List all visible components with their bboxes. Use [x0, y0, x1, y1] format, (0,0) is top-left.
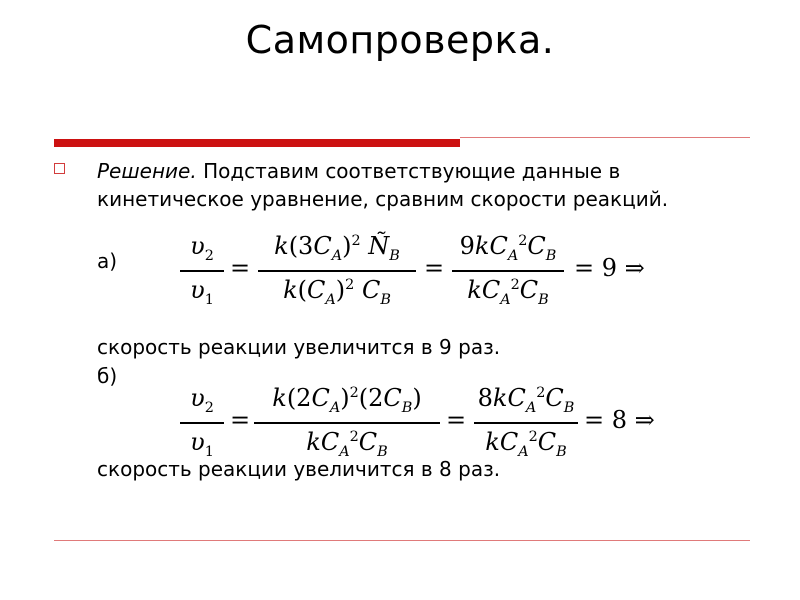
- part-b-middle-fraction: $k(2C_A)^2(2C_B)$ $kC_A^2C_B$: [254, 384, 440, 460]
- part-b-lhs-fraction: $\upsilon_2$ $\upsilon_1$: [180, 384, 224, 460]
- part-b-conclusion: скорость реакции увеличится в 8 раз.: [97, 457, 501, 481]
- part-b-equation: $\upsilon_2$ $\upsilon_1$ = $k(2C_A)^2(2C_B)$ $kC_A^2C_B$ = $8kC_A^2C_B$ $kC_A^2C_B$ = 8 ⇒: [180, 384, 700, 464]
- part-a-conclusion: скорость реакции увеличится в 9 раз.: [97, 335, 501, 359]
- implies-arrow-icon: ⇒: [634, 406, 655, 434]
- part-a-label: а): [97, 249, 118, 273]
- solution-heading: Решение.: [97, 159, 197, 183]
- title-accent-rule: [54, 139, 460, 147]
- slide-title: Самопроверка.: [245, 18, 555, 62]
- part-a-equation: $\upsilon_2$ $\upsilon_1$ = $k(3C_A)^2$ $Ñ_B$ $k(C_A)^2$ $C_B$ = $9kC_A^2C_B$ $kC_A^2C_B$ = 9 ⇒: [180, 232, 700, 312]
- title-thin-rule: [460, 137, 750, 138]
- part-b-label: б): [97, 364, 118, 388]
- part-b-right-fraction: $8kC_A^2C_B$ $kC_A^2C_B$: [474, 384, 578, 460]
- part-a-middle-fraction: $k(3C_A)^2$ $Ñ_B$ $k(C_A)^2$ $C_B$: [258, 232, 416, 308]
- square-bullet-icon: [54, 163, 65, 174]
- part-b-result: 8: [611, 406, 628, 434]
- part-a-right-fraction: $9kC_A^2C_B$ $kC_A^2C_B$: [452, 232, 564, 308]
- implies-arrow-icon: ⇒: [624, 254, 645, 282]
- solution-paragraph: [97, 157, 737, 213]
- part-a-result: 9: [601, 254, 618, 282]
- part-a-lhs-fraction: $\upsilon_2$ $\upsilon_1$: [180, 232, 224, 308]
- footer-rule: [54, 540, 750, 541]
- solution-text: Подставим соответствующие данные в кинетическое уравнение, сравним скорости реакций.: [97, 159, 669, 211]
